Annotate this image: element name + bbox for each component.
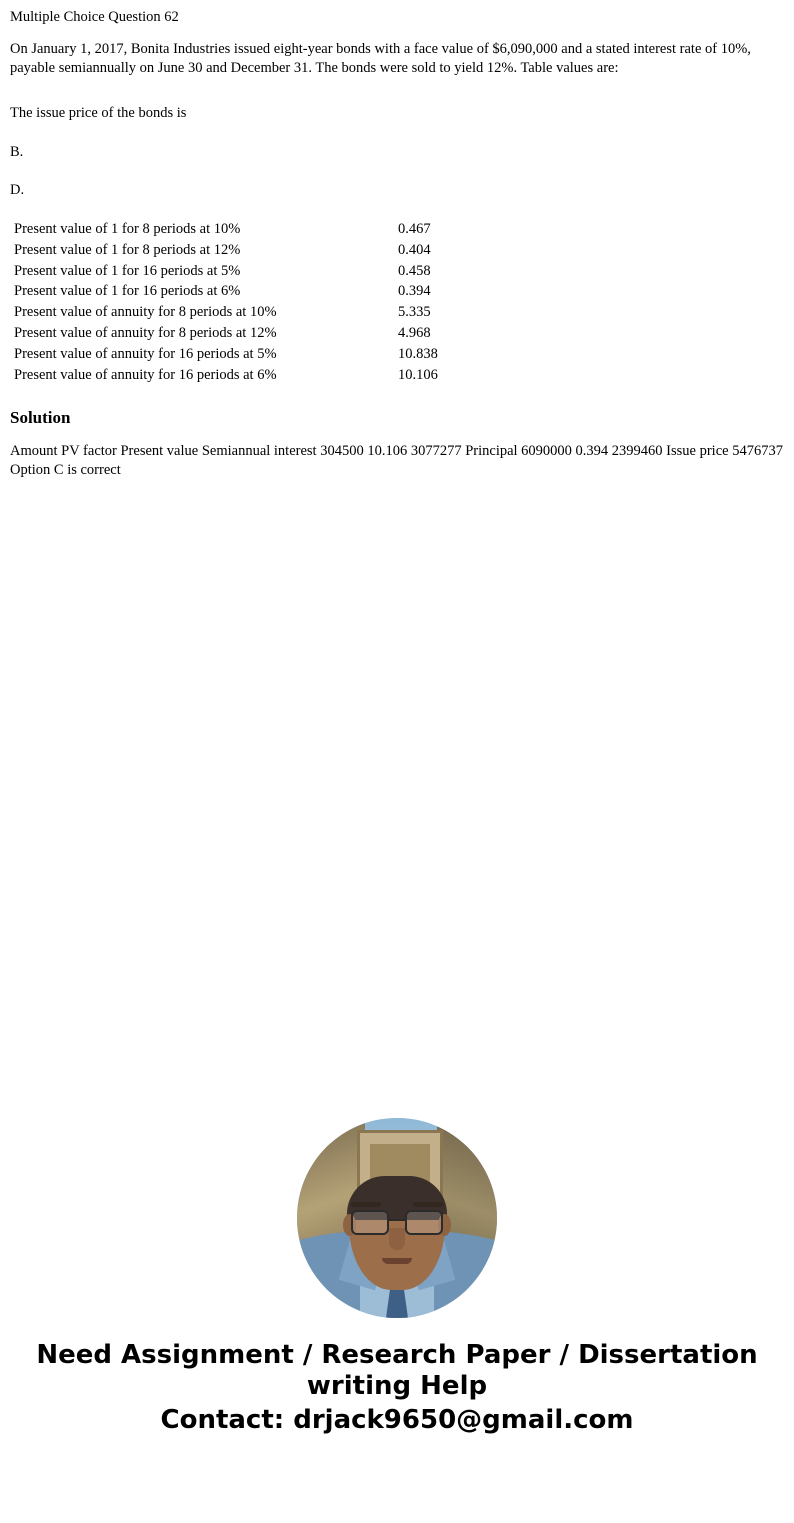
question-body: On January 1, 2017, Bonita Industries issued eight-year bonds with a face value of $6,090,000 and a stated interest rate of 10%, payable semiannually on June 30 and December 31. The bonds were sold to yield 12%. Table values are:: [10, 41, 751, 77]
avatar-lens-left: [351, 1210, 389, 1235]
choice-b[interactable]: B.: [10, 144, 24, 161]
table-cell-value: 0.458: [398, 262, 431, 279]
present-value-table: [10, 219, 784, 386]
avatar: [297, 1118, 497, 1318]
table-cell-value: 10.106: [398, 366, 438, 383]
table-cell-description: Present value of 1 for 16 periods at 5%: [14, 262, 241, 279]
table-cell-value: 0.394: [398, 283, 431, 300]
avatar-eyebrow-right: [413, 1202, 443, 1207]
table-row: [10, 261, 438, 282]
table-row: [10, 365, 438, 386]
solution-text: Amount PV factor Present value Semiannual interest 304500 10.106 3077277 Principal 6090000 0.394 2399460 Issue price 5476737 Option C is correct: [10, 443, 783, 479]
table-cell-description: Present value of annuity for 16 periods at 5%: [14, 345, 277, 362]
choice-d[interactable]: D.: [10, 182, 25, 199]
avatar-eyebrow-left: [351, 1202, 381, 1207]
question-label: Multiple Choice Question 62: [10, 9, 179, 25]
promo-headline: [0, 1340, 794, 1401]
table-row: [10, 281, 438, 302]
question-prompt: The issue price of the bonds is: [10, 105, 187, 122]
table-cell-value: 0.404: [398, 241, 431, 258]
promo-headline-line1: Need Assignment / Research Paper / Dissertation: [36, 1340, 758, 1370]
solution-heading: Solution: [10, 407, 71, 427]
table-cell-value: 4.968: [398, 325, 431, 342]
table-cell-description: Present value of 1 for 8 periods at 10%: [14, 220, 241, 237]
avatar-glasses-bridge: [387, 1219, 407, 1221]
table-row: [10, 323, 438, 344]
table-row: [10, 240, 438, 261]
table-row: [10, 302, 438, 323]
table-cell-description: Present value of annuity for 8 periods at 10%: [14, 304, 277, 321]
promo-headline-line2: writing Help: [306, 1370, 488, 1401]
table-row: [10, 344, 438, 365]
table-cell-value: 0.467: [398, 220, 431, 237]
table-cell-value: 5.335: [398, 304, 431, 321]
table-cell-description: Present value of annuity for 8 periods at 12%: [14, 325, 277, 342]
promo-contact: Contact: drjack9650@gmail.com: [160, 1405, 634, 1436]
avatar-nose: [389, 1228, 405, 1250]
avatar-lens-right: [405, 1210, 443, 1235]
table-cell-description: Present value of annuity for 16 periods at 6%: [14, 366, 277, 383]
avatar-mouth: [382, 1258, 412, 1264]
table-cell-value: 10.838: [398, 345, 438, 362]
document-page: [0, 0, 794, 480]
table-cell-description: Present value of 1 for 8 periods at 12%: [14, 241, 241, 258]
promo-block: [0, 1118, 794, 1436]
table-cell-description: Present value of 1 for 16 periods at 6%: [14, 283, 241, 300]
table-row: [10, 219, 438, 240]
